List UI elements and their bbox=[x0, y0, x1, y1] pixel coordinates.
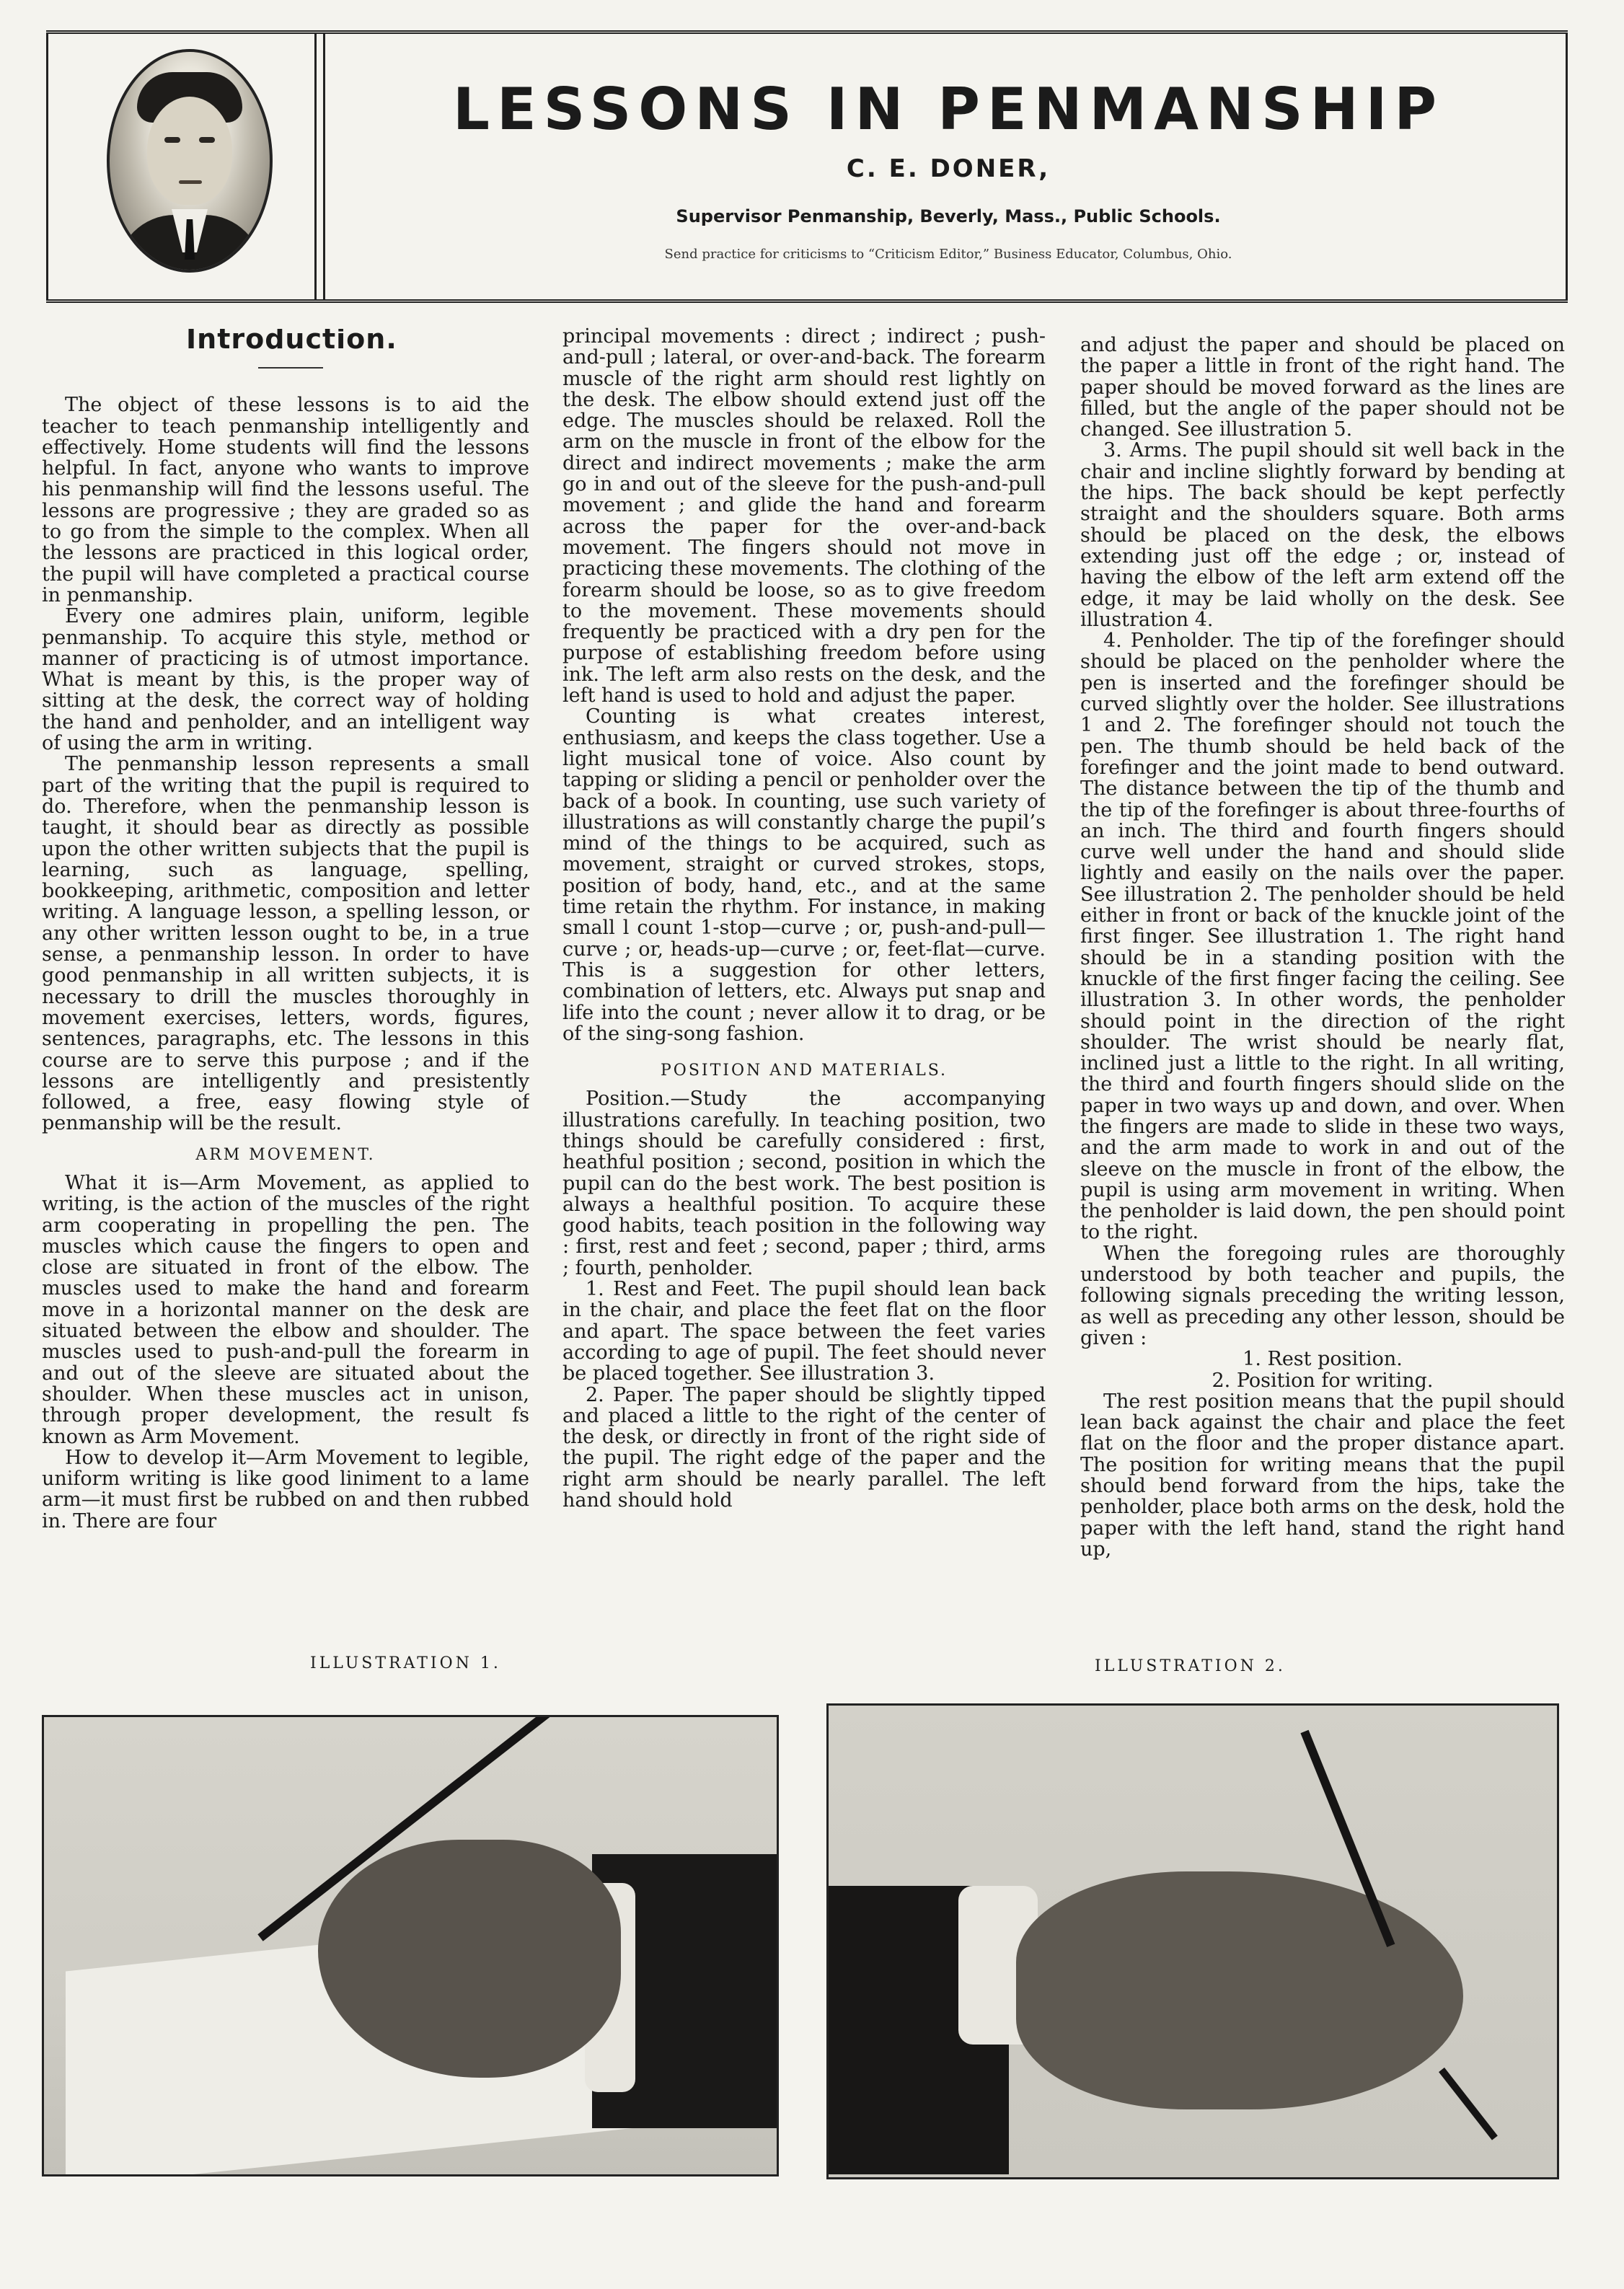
signal-item: 1. Rest position. bbox=[1243, 1348, 1403, 1371]
paragraph: What it is—Arm Movement, as applied to writing, is the action of the muscles of the right arm cooperating in propelling the pen. The muscles which cause the fingers to open and close are situated in front of the elbow. The muscles used to make the hand and forearm move in a horizontal manner on the desk are situated between the elbow and shoulder. The muscles used to push-and-pull the forearm in and out of the sleeve are situated about the shoulder. When these muscles act in unison, through proper development, the result fs known as Arm Movement. bbox=[42, 1171, 529, 1448]
illustration-caption-2: ILLUSTRATION 2. bbox=[1095, 1657, 1286, 1675]
illustration-photo-1 bbox=[42, 1715, 779, 2176]
paragraph: 1. Rest and Feet. The pupil should lean back in the chair, and place the feet flat on the floor and apart. The space between the feet varies according to age of pupil. The feet should never be placed together. See illustration 3. bbox=[562, 1278, 1046, 1385]
pen-nib bbox=[1439, 2068, 1498, 2140]
signal-item: 2. Position for writing. bbox=[1212, 1369, 1434, 1392]
masthead bbox=[332, 75, 1565, 262]
illustration-caption-1: ILLUSTRATION 1. bbox=[310, 1654, 501, 1672]
submission-note: Send practice for criticisms to “Criticism Editor,” Business Educator, Columbus, Ohio. bbox=[664, 247, 1232, 262]
paragraph: The object of these lessons is to aid the teacher to teach penmanship intelligently and effectively. Home students will find the lessons helpful. In fact, anyone who wants to improve his penmanship will find the lessons useful. The lessons are progressive ; they are graded so as to go from the simple to the complex. When all the lessons are practiced in this logical order, the pupil will have completed a practical course in penmanship. bbox=[42, 394, 529, 607]
paragraph: The penmanship lesson represents a small part of the writing that the pupil is required to do. Therefore, when the penmanship lesson is taught, it should bear as directly as possible upon the other written subjects that the pupil is learning, such as language, spelling, bookkeeping, arithmetic, composition and letter writing. A language lesson, a spelling lesson, or any other written lesson ought to be, in a true sense, a penmanship lesson. In order to have good penmanship in all written subjects, it is necessary to drill the muscles thoroughly in movement exercises, letters, words, figures, sentences, paragraphs, etc. The lessons in this course are to serve this purpose ; and if the lessons are intelligently and presistently followed, a free, easy flowing style of penmanship will be the result. bbox=[42, 753, 529, 1135]
frame-divider-2 bbox=[323, 34, 325, 299]
text-column-1 bbox=[42, 329, 529, 1675]
paragraph: 2. Paper. The paper should be slightly tipped and placed a little to the right of the center of the desk, or directly in front of the right side of the pupil. The right edge of the paper and the right arm should be nearly parallel. The left hand should hold bbox=[562, 1383, 1046, 1512]
paragraph: The rest position means that the pupil should lean back against the chair and place the feet flat on the floor and the proper distance apart. The position for writing means that the pupil should bend forward from the hips, take the penholder, place both arms on the desk, hold the paper with the left hand, stand the right hand up, bbox=[1080, 1390, 1565, 1561]
author-portrait bbox=[107, 49, 273, 273]
author-name: C. E. DONER, bbox=[846, 154, 1051, 183]
paragraph: When the foregoing rules are thoroughly understood by both teacher and pupils, the following signals preceding the writing lesson, as well as preceding any other lesson, should be given : bbox=[1080, 1242, 1565, 1349]
paragraph: Position.—Study the accompanying illustrations carefully. In teaching position, two things should be carefully considered : first, heathful position ; second, position in which the pupil can do the best work. The best position is always a healthful position. To acquire these good habits, teach position in the following way : first, rest and feet ; second, paper ; third, arms ; fourth, penholder. bbox=[562, 1088, 1046, 1279]
text-column-3 bbox=[1080, 335, 1565, 1680]
paragraph: Counting is what creates interest, enthusiasm, and keeps the class together. Use a light musical tone of voice. Also count by tapping or sliding a pencil or penholder over the back of a book. In counting, use such variety of illustrations as will constantly charge the pupil’s mind of the things to be acquired, such as movement, straight or curved strokes, stops, position of body, hand, etc., and at the same time retain the rhythm. For instance, in making small l count 1-stop—curve ; or, push-and-pull—curve ; or, heads-up—curve ; or, feet-flat—curve. This is a suggestion for other letters, combination of letters, etc. Always put snap and life into the count ; never allow it to drag, or be of the sing-song fashion. bbox=[562, 705, 1046, 1045]
heading-rule bbox=[258, 367, 323, 369]
paragraph: and adjust the paper and should be placed on the paper a little in front of the right hand. The paper should be moved forward as the lines are filled, but the angle of the paper should not be changed. See illustration 5. bbox=[1080, 335, 1565, 441]
frame-right-border bbox=[1566, 34, 1568, 299]
illustration-photo-2 bbox=[826, 1703, 1559, 2179]
writing-hand bbox=[1016, 1871, 1463, 2109]
paragraph: Every one admires plain, uniform, legible penmanship. To acquire this style, method or manner of practicing is of utmost importance. What is meant by this, is the proper way of sitting at the desk, the correct way of holding the hand and penholder, and an intelligent way of using the arm in writing. bbox=[42, 605, 529, 755]
section-heading: Introduction. bbox=[186, 329, 397, 355]
paragraph: 3. Arms. The pupil should sit well back in the chair and incline slightly forward by bending at the hips. The back should be kept perfectly straight and the shoulders square. Both arms should be placed on the desk, the elbows extending just off the edge ; or, instead of having the elbow of the left arm extend off the edge, it may be laid wholly on the desk. See illustration 4. bbox=[1080, 439, 1565, 631]
subheading: POSITION AND MATERIALS. bbox=[661, 1062, 948, 1080]
subheading: ARM MOVEMENT. bbox=[195, 1145, 376, 1164]
text-column-2 bbox=[562, 326, 1046, 1672]
page-title: LESSONS IN PENMANSHIP bbox=[453, 76, 1444, 143]
paragraph: 4. Penholder. The tip of the forefinger should should be placed on the penholder where the pen is inserted and the forefinger should be curved slightly over the holder. See illustrations 1 and 2. The forefinger should not touch the pen. The thumb should be held back of the forefinger and the joint made to bend outward. The distance between the tip of the thumb and the tip of the forefinger is about three-fourths of an inch. The third and fourth fingers should curve well under the hand and should slide lightly and easily on the nails over the paper. See illustration 2. The penholder should be held either in front or back of the knuckle joint of the first finger. See illustration 1. The right hand should be in a standing position with the knuckle of the first finger facing the ceiling. See illustration 3. In other words, the penholder should point in the direction of the right shoulder. The wrist should be nearly flat, inclined just a little to the right. In all writing, the third and fourth fingers should slide on the paper in two ways up and down, and over. When the fingers are made to slide in these two ways, and the arm made to work in and out of the sleeve on the muscle in front of the elbow, the pupil is using arm movement in writing. When the penholder is laid down, the pen should point to the right. bbox=[1080, 630, 1565, 1244]
paragraph: How to develop it—Arm Movement to legible, uniform writing is like good liniment to a lame arm—it must first be rubbed on and then rubbed in. There are four bbox=[42, 1446, 529, 1532]
frame-left-border bbox=[46, 34, 48, 299]
author-role: Supervisor Penmanship, Beverly, Mass., Public Schools. bbox=[676, 206, 1221, 226]
paragraph: principal movements : direct ; indirect ; push-and-pull ; lateral, or over-and-back. The forearm muscle of the right arm should rest lightly on the desk. The elbow should extend just off the edge. The muscles should be relaxed. Roll the arm on the muscle in front of the elbow for the direct and indirect movements ; make the arm go in and out of the sleeve for the push-and-pull movement ; and glide the hand and forearm across the paper for the over-and-back movement. The fingers should not move in practicing these movements. The clothing of the forearm should be loose, so as to give freedom to the movement. These movements should frequently be practiced with a dry pen for the purpose of establishing freedom before using ink. The left arm also rests on the desk, and the left hand is used to hold and adjust the paper. bbox=[562, 326, 1046, 707]
frame-divider-1 bbox=[314, 34, 317, 299]
